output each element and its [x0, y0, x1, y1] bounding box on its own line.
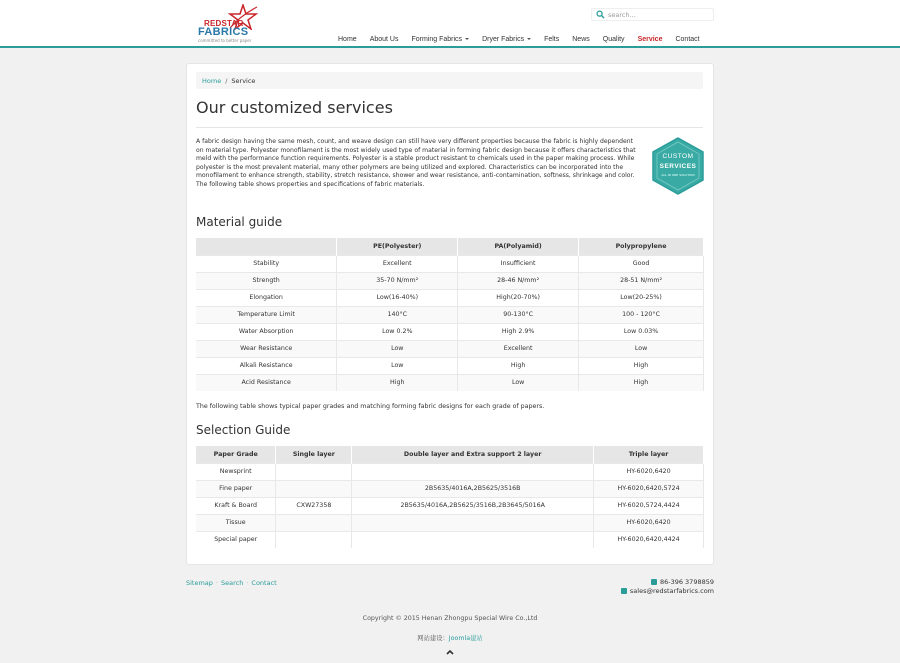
- table-cell: HY-6020,6420: [594, 463, 704, 480]
- material-guide-heading: Material guide: [196, 215, 283, 229]
- footer-link-contact[interactable]: Contact: [251, 579, 277, 587]
- table-header-cell: [196, 238, 337, 255]
- footer-link-search[interactable]: Search: [221, 579, 244, 587]
- table-cell: Special paper: [196, 531, 276, 548]
- selection-row: [196, 497, 704, 514]
- selection-row: [196, 480, 704, 497]
- table-cell: HY-6020,6420: [594, 514, 704, 531]
- table-cell: HY-6020,6420,5724: [594, 480, 704, 497]
- nav-item-label: Service: [637, 35, 663, 43]
- search-placeholder: search...: [608, 11, 636, 19]
- built-by: [0, 633, 900, 642]
- table-cell: [276, 480, 352, 497]
- footer-link-separator: ·: [215, 579, 218, 587]
- nav-item-news[interactable]: [572, 34, 590, 44]
- table-cell: Excellent: [337, 255, 458, 272]
- selection-guide-heading: Selection Guide: [196, 423, 291, 437]
- nav-item-label: Home: [338, 35, 357, 43]
- table-cell: High 2.9%: [458, 323, 579, 340]
- table-cell: [276, 531, 352, 548]
- table-cell: Acid Resistance: [196, 374, 337, 391]
- table-cell: High: [458, 357, 579, 374]
- nav-item-label: About Us: [369, 35, 399, 43]
- table-header-cell: PE(Polyester): [337, 238, 458, 255]
- table-cell: Excellent: [458, 340, 579, 357]
- table-cell: Low(16-40%): [337, 289, 458, 306]
- material-row: [196, 340, 704, 357]
- table-cell: High: [579, 357, 704, 374]
- table-cell: Low: [337, 357, 458, 374]
- table-cell: [352, 463, 594, 480]
- table-cell: High: [337, 374, 458, 391]
- brand-tagline: committed to better paper: [198, 38, 252, 43]
- footer-email-link[interactable]: sales@redstarfabrics.com: [629, 587, 714, 595]
- table-cell: HY-6020,5724,4424: [594, 497, 704, 514]
- table-cell: Good: [579, 255, 704, 272]
- material-row: [196, 374, 704, 391]
- footer-links: [186, 579, 277, 587]
- table-cell: Kraft & Board: [196, 497, 276, 514]
- table-cell: 100 - 120°C: [579, 306, 704, 323]
- footer-phone: 86-396 3798859: [659, 578, 714, 586]
- breadcrumb-home-link[interactable]: Home: [202, 77, 222, 85]
- table-cell: Temperature Limit: [196, 306, 337, 323]
- table-cell: Low: [458, 374, 579, 391]
- table-header-cell: Single layer: [276, 446, 352, 463]
- table-header-cell: Double layer and Extra support 2 layer: [352, 446, 594, 463]
- nav-item-contact[interactable]: [675, 34, 699, 44]
- nav-item-home[interactable]: [338, 34, 357, 44]
- table-cell: CXW27358: [276, 497, 352, 514]
- page-title: Our customized services: [196, 98, 393, 117]
- material-row: [196, 357, 704, 374]
- table-cell: Low: [579, 340, 704, 357]
- table-cell: 28-51 N/mm²: [579, 272, 704, 289]
- badge-line2: SERVICES: [659, 163, 697, 170]
- table-header-cell: PA(Polyamid): [458, 238, 579, 255]
- title-divider: [196, 127, 703, 128]
- nav-item-label: News: [572, 35, 590, 43]
- table-cell: Alkali Resistance: [196, 357, 337, 374]
- table-cell: Low 0.03%: [579, 323, 704, 340]
- table-cell: Wear Resistance: [196, 340, 337, 357]
- selection-guide-table: [196, 446, 704, 548]
- selection-note: The following table shows typical paper grades and matching forming fabric designs for each grade of papers.: [196, 403, 545, 410]
- table-cell: Low(20-25%): [579, 289, 704, 306]
- copyright: Copyright © 2015 Henan Zhongpu Special Wire Co.,Ltd: [362, 615, 538, 622]
- table-cell: 28-46 N/mm²: [458, 272, 579, 289]
- footer-contact: [621, 578, 714, 596]
- table-cell: Stability: [196, 255, 337, 272]
- email-icon: [621, 588, 627, 594]
- table-cell: Tissue: [196, 514, 276, 531]
- table-cell: Strength: [196, 272, 337, 289]
- table-cell: 90-130°C: [458, 306, 579, 323]
- table-header-cell: Polypropylene: [579, 238, 704, 255]
- table-cell: 35-70 N/mm²: [337, 272, 458, 289]
- table-cell: [276, 463, 352, 480]
- footer-link-separator: ·: [246, 579, 249, 587]
- material-guide-table: [196, 238, 704, 391]
- table-cell: [276, 514, 352, 531]
- table-cell: [352, 531, 594, 548]
- chevron-down-icon: [527, 38, 531, 40]
- badge-line1: CUSTOM: [662, 153, 694, 160]
- table-cell: 140°C: [337, 306, 458, 323]
- table-cell: Insufficient: [458, 255, 579, 272]
- selection-row: [196, 463, 704, 480]
- nav-item-label: Dryer Fabrics: [482, 35, 525, 43]
- brand-main: FABRICS: [198, 26, 249, 38]
- material-row: [196, 323, 704, 340]
- material-row: [196, 255, 704, 272]
- table-cell: High(20-70%): [458, 289, 579, 306]
- selection-row: [196, 514, 704, 531]
- built-link[interactable]: Joomla建站: [448, 635, 483, 642]
- back-to-top-chevron-icon[interactable]: [445, 647, 455, 657]
- material-row: [196, 289, 704, 306]
- selection-row: [196, 531, 704, 548]
- nav-item-label: Felts: [544, 35, 560, 43]
- table-cell: Low: [337, 340, 458, 357]
- site-header: [0, 0, 900, 48]
- custom-services-badge: [651, 137, 705, 195]
- nav-item-felts[interactable]: [544, 34, 559, 44]
- breadcrumb: [196, 72, 703, 89]
- table-cell: [352, 514, 594, 531]
- nav-item-quality[interactable]: [603, 34, 625, 44]
- table-cell: Fine paper: [196, 480, 276, 497]
- table-cell: 2B5635/4016A,2B5625/3516B: [352, 480, 594, 497]
- chevron-down-icon: [465, 38, 469, 40]
- badge-line3: ALL IN ONE SOLUTION: [661, 173, 695, 177]
- search-icon: [596, 10, 605, 19]
- intro-paragraph: A fabric design having the same mesh, count, and weave design can still have very different properties because the fabric is highly dependent on material type. Polyester monofilament is the most widely used type of material in forming fabric design because it offers characteristics that meld with the performance function requirements. Polyester is a stable product resistant to chemicals used in the paper making process. While polyester is the most prevalent material, many other polymers are being utilized and explored. Characteristics can be incorporated into the monofilament to enhance strength, stability, stretch resistance, shower and wear resistance, anti-contamination, softness, shrinkage and color. The following table shows properties and specifications of fabric materials.: [196, 138, 636, 188]
- nav-item-label: Quality: [602, 35, 625, 43]
- material-row: [196, 272, 704, 289]
- nav-item-about-us[interactable]: [370, 34, 399, 44]
- table-cell: Newsprint: [196, 463, 276, 480]
- table-header-cell: Paper Grade: [196, 446, 276, 463]
- main-nav: [338, 34, 700, 44]
- table-cell: Water Absorption: [196, 323, 337, 340]
- nav-item-forming-fabrics[interactable]: [411, 34, 469, 44]
- nav-item-service[interactable]: [638, 34, 663, 44]
- breadcrumb-current: Service: [231, 77, 256, 85]
- breadcrumb-separator: /: [225, 77, 228, 85]
- table-header-cell: Triple layer: [594, 446, 704, 463]
- table-cell: Low 0.2%: [337, 323, 458, 340]
- table-cell: 2B5635/4016A,2B5625/3516B,2B3645/5016A: [352, 497, 594, 514]
- table-cell: High: [579, 374, 704, 391]
- table-cell: HY-6020,6420,4424: [594, 531, 704, 548]
- material-row: [196, 306, 704, 323]
- site-logo[interactable]: [198, 4, 260, 44]
- brand-top: REDSTAR: [204, 19, 244, 28]
- built-prefix: 网站建设：: [417, 635, 449, 642]
- nav-item-label: Contact: [675, 35, 700, 43]
- footer-link-sitemap[interactable]: Sitemap: [186, 579, 213, 587]
- search-input[interactable]: [591, 8, 714, 21]
- table-cell: Elongation: [196, 289, 337, 306]
- nav-item-label: Forming Fabrics: [411, 35, 463, 43]
- nav-item-dryer-fabrics[interactable]: [482, 34, 531, 44]
- phone-icon: [651, 579, 657, 585]
